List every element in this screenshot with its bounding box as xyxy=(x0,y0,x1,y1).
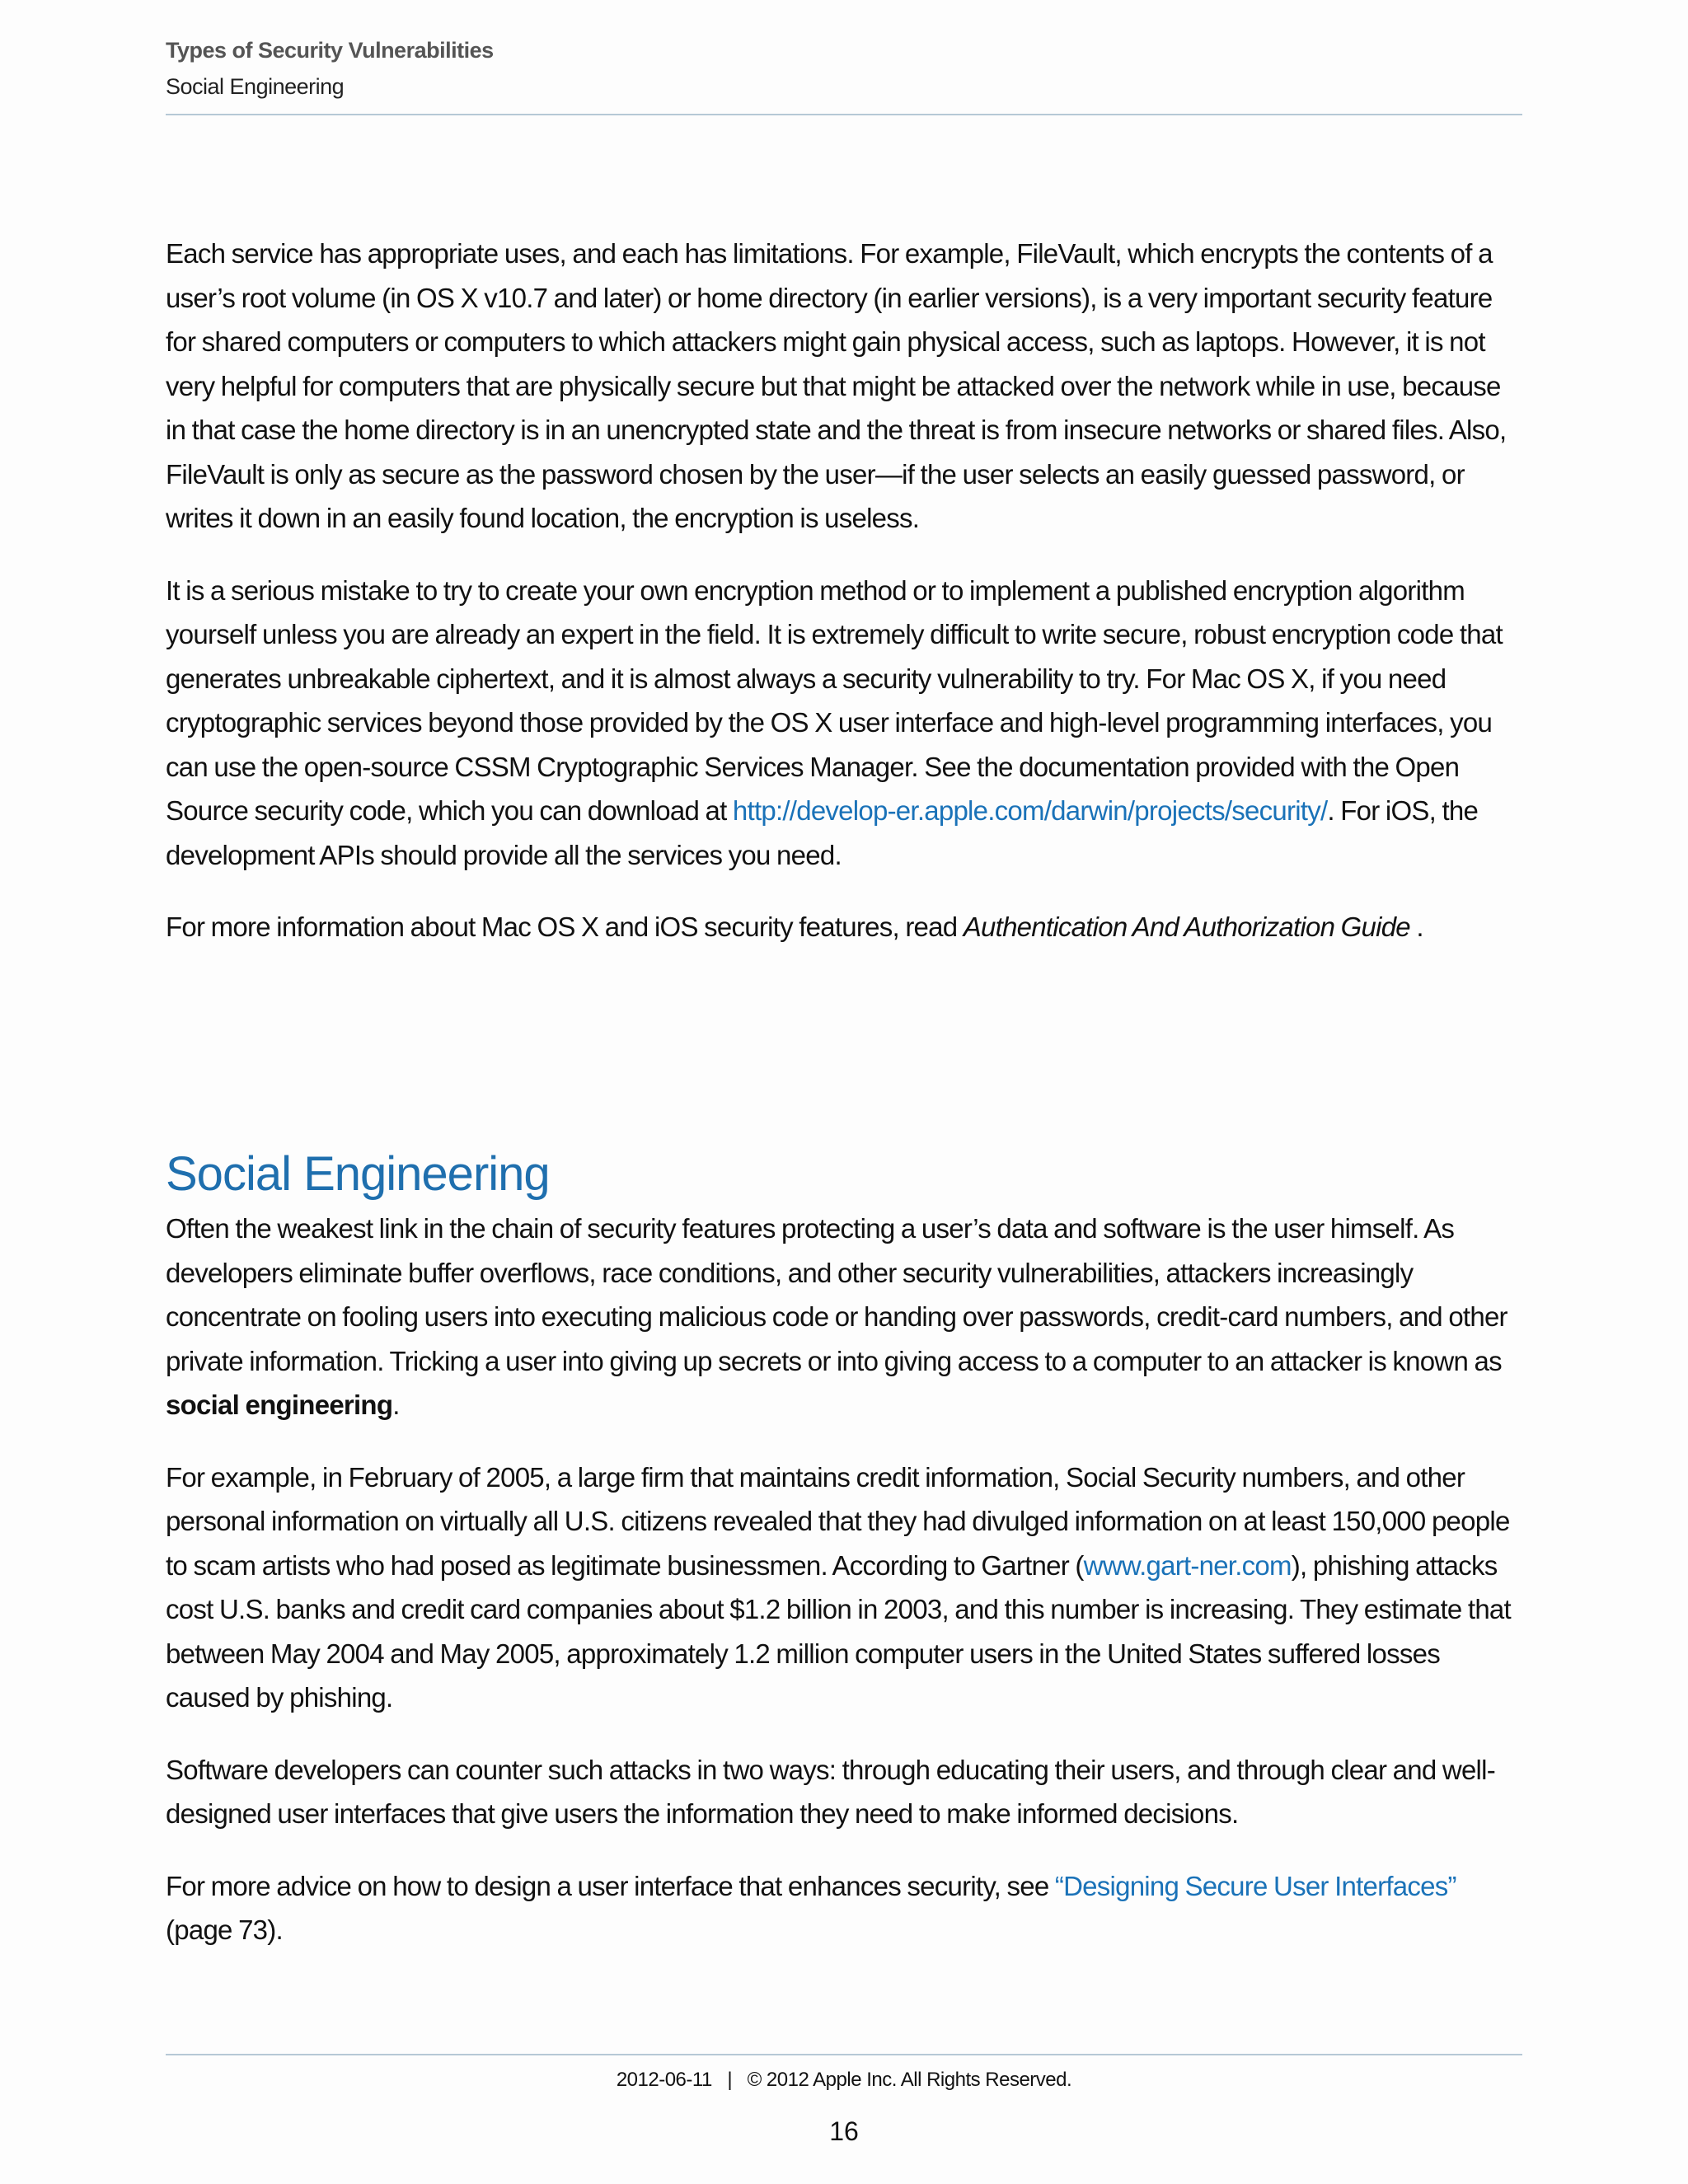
footer-separator: | xyxy=(727,2069,733,2091)
paragraph-more-info xyxy=(166,905,1526,949)
running-header-chapter: Types of Security Vulnerabilities xyxy=(166,38,494,63)
footer-divider xyxy=(166,2054,1522,2055)
section-social-engineering xyxy=(166,1146,1526,1980)
text: ), phishing attacks cost U.S. banks and credit card companies about $1.2 billion in 2003, and this number is increasing. They estimate that between May 2004 and May 2005, approximately 1.2 million computer users in the United States suffered losses caused by phishing. xyxy=(166,1549,1511,1713)
security-project-link[interactable]: http://develop-er.apple.com/darwin/projects/security/ xyxy=(732,795,1328,826)
section-heading: Social Engineering xyxy=(166,1147,550,1201)
footer-date: 2012-06-11 xyxy=(616,2069,712,2091)
text: For example, in February of 2005, a large firm that maintains credit information, Social Security numbers, and other personal information on virtually all U.S. citizens revealed that they had divulged information on at least 150,000 people to scam artists who had posed as legitimate businessmen. According to Gartner ( xyxy=(166,1461,1510,1581)
guide-title: Authentication And Authorization Guide xyxy=(963,912,1410,942)
text: For more advice on how to design a user interface that enhances security, see xyxy=(166,1870,1055,1901)
paragraph-example xyxy=(166,1455,1526,1720)
text: Often the weakest link in the chain of security features protecting a user’s data and software is the user himself. As developers eliminate buffer overflows, race conditions, and other security vulnerabilities, attackers increasingly concentrate on fooling users into executing malicious code or handing over passwords, credit-card numbers, and other private information. Tricking a user into giving up secrets or into giving access to a computer to an attacker is known as xyxy=(166,1213,1507,1376)
paragraph-weakest-link xyxy=(166,1207,1526,1427)
paragraph-more-advice xyxy=(166,1864,1526,1952)
text: . xyxy=(1409,912,1423,942)
text: . xyxy=(392,1390,400,1420)
text: It is a serious mistake to try to create your own encryption method or to implement a published encryption algorithm yourself unless you are already an expert in the field. It is extremely difficult to write secure, robust encryption code that generates unbreakable ciphertext, and it is almost always a security vulnerability to try. For Mac OS X, if you need cryptographic services beyond those provided by the OS X user interface and high-level programming interfaces, you can use the open-source CSSM Cryptographic Services Manager. See the documentation provided with the Open Source security code, which you can download at xyxy=(166,574,1503,826)
footer-copyright xyxy=(0,2069,1688,2092)
paragraph-filevault: Each service has appropriate uses, and each has limitations. For example, FileVault, which encrypts the contents of a user’s root volume (in OS X v10.7 and later) or home directory (in earlier versions), is a very important security feature for shared computers or computers to which attackers might gain physical access, such as laptops. However, it is not very helpful for computers that are physically secure but that might be attacked over the network while in use, because in that case the home directory is in an unencrypted state and the threat is from insecure networks or shared files. Also, FileVault is only as secure as the password chosen by the user—if the user selects an easily guessed password, or writes it down in an easily found location, the encryption is useless. xyxy=(166,238,1507,533)
text: . For iOS, the development APIs should provide all the services you need. xyxy=(166,795,1479,870)
header-divider xyxy=(166,114,1522,115)
text: (page 73). xyxy=(166,1915,283,1945)
gartner-link[interactable]: www.gart-ner.com xyxy=(1083,1549,1292,1581)
term-social-engineering: social engineering xyxy=(166,1390,393,1420)
page-number: 16 xyxy=(829,2116,859,2146)
designing-secure-ui-link[interactable]: “Designing Secure User Interfaces” xyxy=(1054,1870,1456,1901)
section-encryption-body xyxy=(166,232,1526,977)
paragraph-countermeasures: Software developers can counter such attacks in two ways: through educating their users, and through clear and well-designed user interfaces that give users the information they need to make informed decisions. xyxy=(166,1754,1495,1829)
copyright-text: © 2012 Apple Inc. All Rights Reserved. xyxy=(747,2069,1072,2091)
running-header-section: Social Engineering xyxy=(166,74,345,99)
paragraph-custom-encryption xyxy=(166,569,1526,878)
text: For more information about Mac OS X and iOS security features, read xyxy=(166,912,964,942)
